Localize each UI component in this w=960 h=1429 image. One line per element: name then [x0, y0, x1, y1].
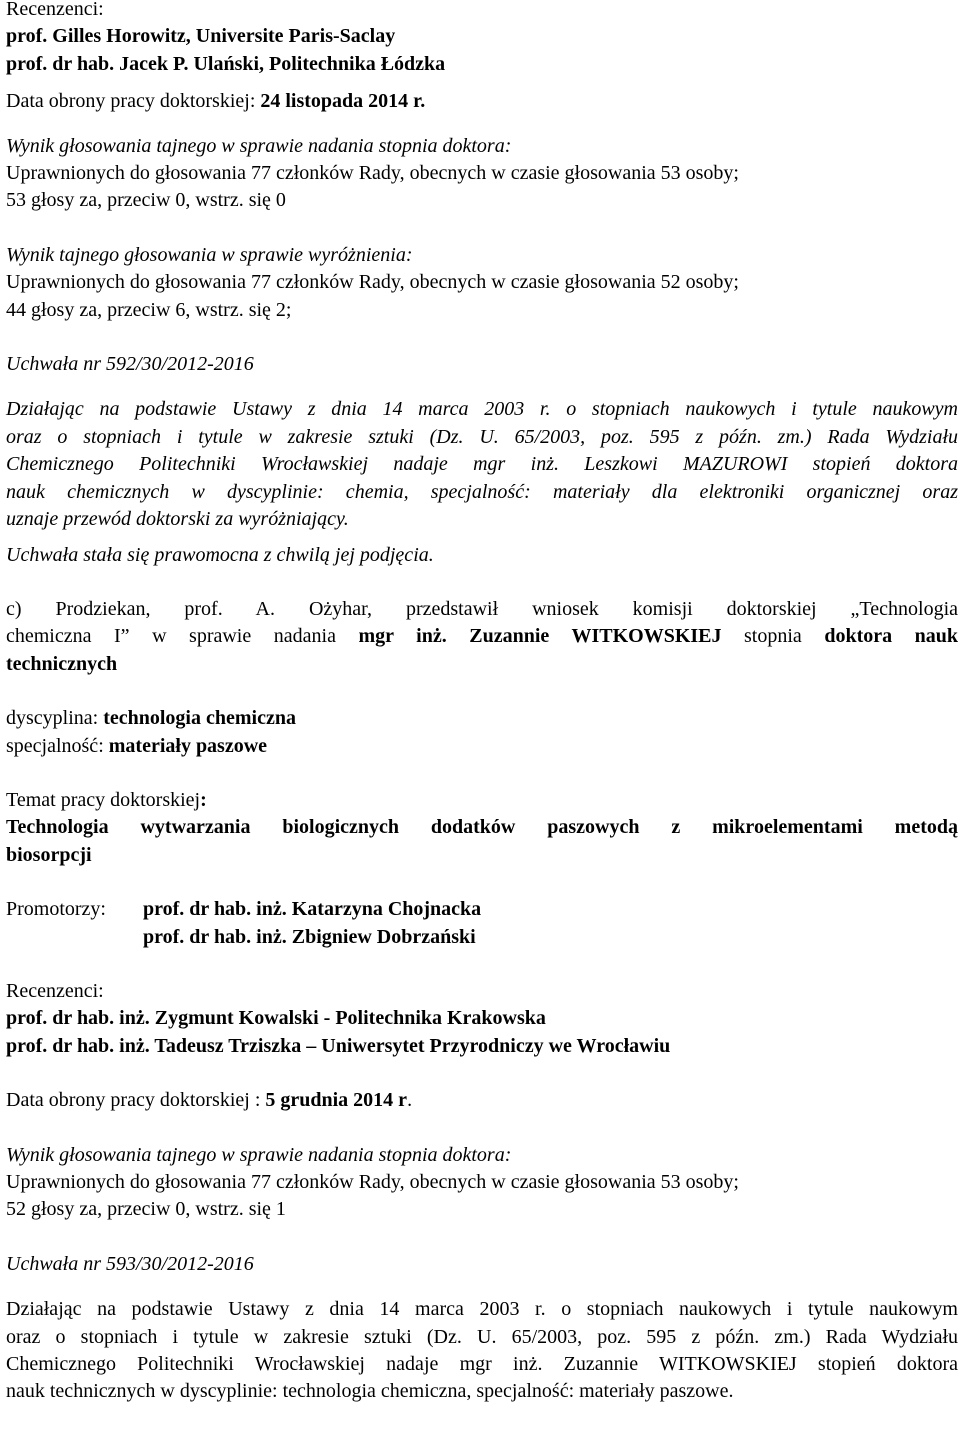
defense-label: Data obrony pracy doktorskiej:	[6, 90, 261, 113]
promoters-label: Promotorzy:	[6, 898, 106, 921]
topic-label-line	[6, 787, 958, 814]
defense-date-2: 5 grudnia 2014 r	[265, 1089, 408, 1112]
vote1-line1: Uprawnionych do głosowania 77 członków Rady, obecnych w czasie głosowania 53 osoby;	[6, 162, 739, 185]
intro-line2	[6, 623, 958, 650]
discipline-value: technologia chemiczna	[103, 707, 296, 730]
discipline-line	[6, 705, 958, 732]
vote3-title: Wynik głosowania tajnego w sprawie nadania stopnia doktora:	[6, 1143, 512, 1166]
resolution-body-1	[6, 396, 958, 533]
vote3-line1: Uprawnionych do głosowania 77 członków Rady, obecnych w czasie głosowania 53 osoby;	[6, 1171, 739, 1193]
topic-label: Temat pracy doktorskiej	[6, 788, 201, 811]
reviewer-2: prof. dr hab. Jacek P. Ulański, Politechnika Łódzka	[6, 52, 446, 75]
res2-line3: Chemicznego Politechniki Wrocławskiej nadaje mgr inż. Zuzannie WITKOWSKIEJ stopień doktora	[6, 1353, 958, 1376]
res1-line1: Działając na podstawie Ustawy z dnia 14 marca 2003 r. o stopniach naukowych i tytule naukowym	[6, 398, 958, 421]
intro-l2a: chemiczna I” w sprawie nadania	[6, 625, 359, 648]
res1-line5: uznaje przewód doktorski za wyróżniający.	[6, 508, 349, 531]
res2-line4: nauk technicznych w dyscyplinie: technologia chemiczna, specjalność: materiały paszowe.	[6, 1380, 734, 1403]
defense-label-2: Data obrony pracy doktorskiej :	[6, 1089, 266, 1112]
defense-date-line-2	[6, 1087, 958, 1114]
vote2-line2: 44 głosy za, przeciw 6, wstrz. się 2;	[6, 298, 292, 321]
vote1-title: Wynik głosowania tajnego w sprawie nadania stopnia doktora:	[6, 134, 512, 157]
promoters-block	[6, 896, 958, 951]
resolution-title-2: Uchwała nr 593/30/2012-2016	[6, 1252, 254, 1275]
vote2-line1: Uprawnionych do głosowania 77 członków Rady, obecnych w czasie głosowania 52 osoby;	[6, 271, 739, 294]
reviewers-label-2: Recenzenci:	[6, 979, 104, 1002]
promoter-row-2	[6, 924, 958, 951]
vote1-line2: 53 głosy za, przeciw 0, wstrz. się 0	[6, 189, 286, 212]
defense-date: 24 listopada 2014 r.	[260, 90, 426, 113]
intro-l2b: mgr inż.	[358, 625, 447, 648]
defense-date-line	[6, 88, 958, 115]
reviewer-2-2: prof. dr hab. inż. Tadeusz Trziszka – Uniwersytet Przyrodniczy we Wrocławiu	[6, 1034, 671, 1057]
intro-l2c: Zuzannie WITKOWSKIEJ	[446, 625, 722, 648]
promoter-1: prof. dr hab. inż. Katarzyna Chojnacka	[143, 898, 482, 921]
specialty-value: materiały paszowe	[108, 734, 268, 757]
discipline-label: dyscyplina:	[6, 707, 104, 730]
res1-line2: oraz o stopniach i tytule w zakresie sztuki (Dz. U. 65/2003, poz. 595 z późn. zm.) Rada Wydziału	[6, 425, 958, 448]
intro-l2d: stopnia	[721, 625, 825, 648]
specialty-line	[6, 733, 958, 760]
intro-line1: c) Prodziekan, prof. A. Ożyhar, przedstawił wniosek komisji doktorskiej „Technologia	[6, 597, 958, 620]
reviewer-2-1: prof. dr hab. inż. Zygmunt Kowalski - Politechnika Krakowska	[6, 1007, 546, 1030]
res1-line4: nauk chemicznych w dyscyplinie: chemia, specjalność: materiały dla elektroniki organicznej oraz	[6, 480, 958, 503]
specialty-label: specjalność:	[6, 734, 109, 757]
intro-line3: technicznych	[6, 652, 118, 675]
res2-line2: oraz o stopniach i tytule w zakresie sztuki (Dz. U. 65/2003, poz. 595 z późn. zm.) Rada Wydziału	[6, 1325, 958, 1348]
resolution-final-1: Uchwała stała się prawomocna z chwilą jej podjęcia.	[6, 543, 434, 566]
resolution-body-2	[6, 1296, 958, 1406]
document-page	[6, 0, 958, 1406]
topic-colon: :	[200, 788, 207, 811]
defense-dot-2: .	[407, 1089, 413, 1112]
promoter-2: prof. dr hab. inż. Zbigniew Dobrzański	[143, 925, 476, 948]
res2-line1: Działając na podstawie Ustawy z dnia 14 marca 2003 r. o stopniach naukowych i tytule naukowym	[6, 1298, 958, 1321]
intro-l2e: doktora nauk	[824, 625, 959, 648]
topic-line2: biosorpcji	[6, 843, 92, 866]
reviewers-label: Recenzenci:	[6, 0, 104, 20]
vote3-line2: 52 głosy za, przeciw 0, wstrz. się 1	[6, 1198, 286, 1221]
res1-line3: Chemicznego Politechniki Wrocławskiej nadaje mgr inż. Leszkowi MAZUROWI stopień doktora	[6, 453, 958, 476]
reviewer-1: prof. Gilles Horowitz, Universite Paris-Saclay	[6, 25, 396, 48]
topic-line1: Technologia wytwarzania biologicznych dodatków paszowych z mikroelementami metodą	[6, 816, 958, 839]
promoter-row-1	[6, 896, 958, 923]
vote2-title: Wynik tajnego głosowania w sprawie wyróżnienia:	[6, 243, 413, 266]
resolution-title-1: Uchwała nr 592/30/2012-2016	[6, 353, 254, 376]
